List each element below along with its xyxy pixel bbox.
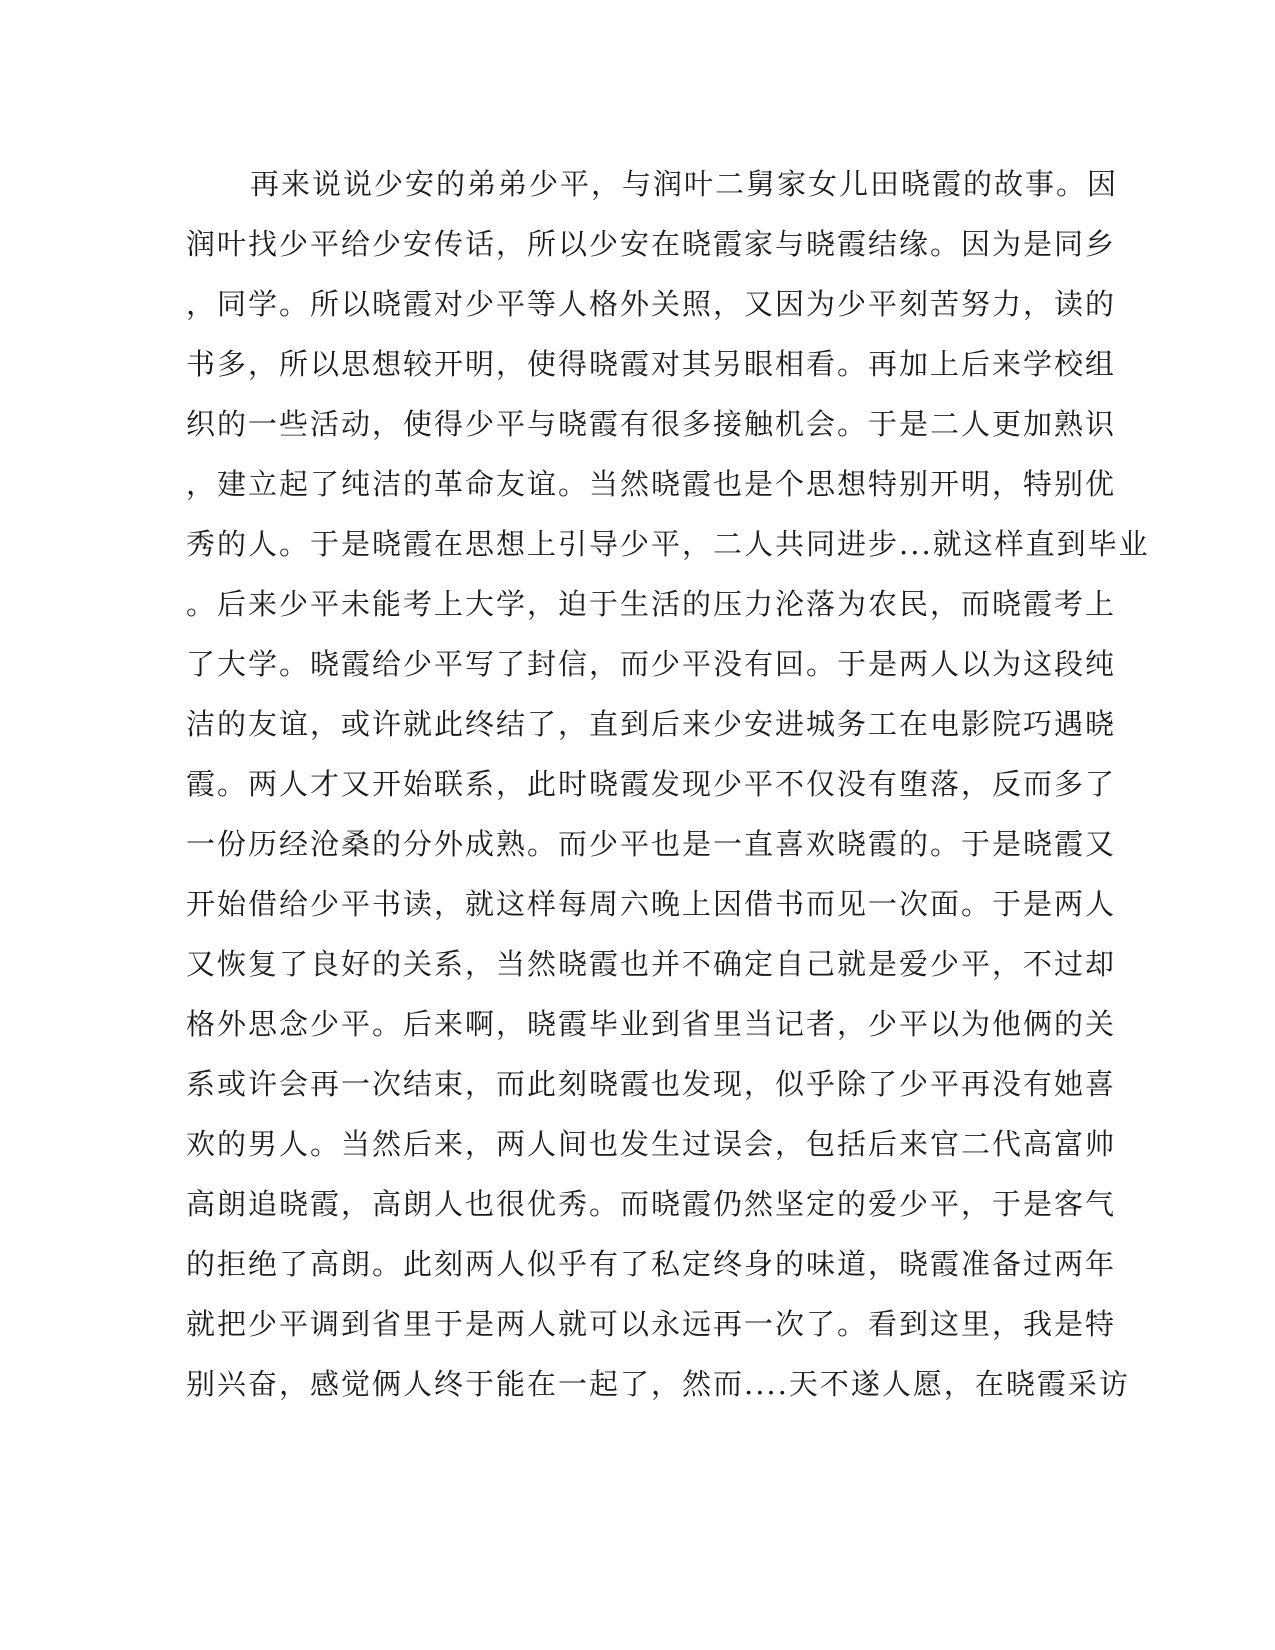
text-line: 格外思念少平。后来啊，晓霞毕业到省里当记者，少平以为他俩的关 <box>186 1007 1117 1041</box>
text-line: 了大学。晓霞给少平写了封信，而少平没有回。于是两人以为这段纯 <box>186 647 1117 681</box>
text-line: 系或许会再一次结束，而此刻晓霞也发现，似乎除了少平再没有她喜 <box>186 1067 1117 1101</box>
body-paragraph <box>186 160 1150 1420</box>
text-line: 又恢复了良好的关系，当然晓霞也并不确定自己就是爱少平，不过却 <box>186 947 1117 981</box>
text-line: 秀的人。于是晓霞在思想上引导少平，二人共同进步...就这样直到毕业 <box>186 527 1150 561</box>
text-line: ，建立起了纯洁的革命友谊。当然晓霞也是个思想特别开明，特别优 <box>186 467 1117 501</box>
text-line: 织的一些活动，使得少平与晓霞有很多接触机会。于是二人更加熟识 <box>186 407 1117 441</box>
text-line: 欢的男人。当然后来，两人间也发生过误会，包括后来官二代高富帅 <box>186 1127 1117 1161</box>
text-line: 的拒绝了高朗。此刻两人似乎有了私定终身的味道，晓霞准备过两年 <box>186 1247 1117 1281</box>
text-line: 洁的友谊，或许就此终结了，直到后来少安进城务工在电影院巧遇晓 <box>186 707 1117 741</box>
text-line: 润叶找少平给少安传话，所以少安在晓霞家与晓霞结缘。因为是同乡 <box>186 227 1117 261</box>
text-line: 高朗追晓霞，高朗人也很优秀。而晓霞仍然坚定的爱少平，于是客气 <box>186 1187 1117 1221</box>
text-line: 。后来少平未能考上大学，迫于生活的压力沦落为农民，而晓霞考上 <box>186 587 1117 621</box>
text-line: 就把少平调到省里于是两人就可以永远再一次了。看到这里，我是特 <box>186 1307 1117 1341</box>
text-line: 别兴奋，感觉俩人终于能在一起了，然而....天不遂人愿，在晓霞采访 <box>186 1367 1130 1401</box>
text-line: 开始借给少平书读，就这样每周六晚上因借书而见一次面。于是两人 <box>186 887 1117 921</box>
text-line: ，同学。所以晓霞对少平等人格外关照，又因为少平刻苦努力，读的 <box>186 287 1117 321</box>
text-line: 霞。两人才又开始联系，此时晓霞发现少平不仅没有堕落，反而多了 <box>186 767 1117 801</box>
text-line: 书多，所以思想较开明，使得晓霞对其另眼相看。再加上后来学校组 <box>186 347 1117 381</box>
text-line: 一份历经沧桑的分外成熟。而少平也是一直喜欢晓霞的。于是晓霞又 <box>186 827 1117 861</box>
text-line: 再来说说少安的弟弟少平，与润叶二舅家女儿田晓霞的故事。因 <box>250 167 1119 201</box>
